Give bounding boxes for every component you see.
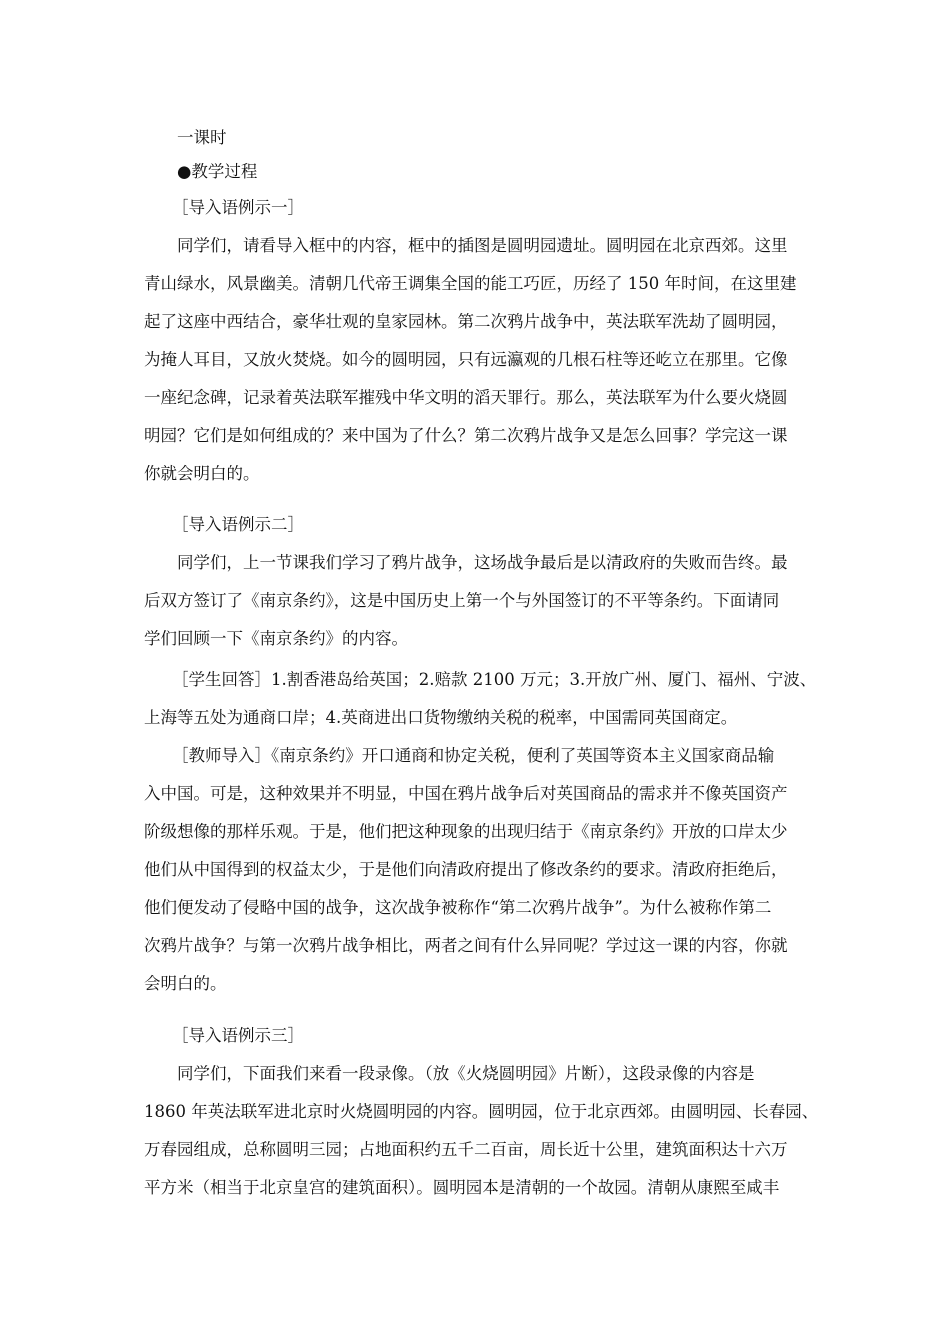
line-intro-example-1: ［导入语例示一］ xyxy=(172,198,304,217)
text-line: 他们便发动了侵略中国的战争，这次战争被称作“第二次鸦片战争”。为什么被称作第二 xyxy=(144,898,772,917)
text-line: 明园？它们是如何组成的？来中国为了什么？第二次鸦片战争又是怎么回事？学完这一课 xyxy=(144,426,788,445)
line-student-answer: ［学生回答］1.割香港岛给英国；2.赔款 2100 万元；3.开放广州、厦门、福州、宁波、 xyxy=(172,670,817,689)
text-line: 你就会明白的。 xyxy=(144,464,260,483)
text-line: 会明白的。 xyxy=(144,974,227,993)
text-line: 入中国。可是，这种效果并不明显，中国在鸦片战争后对英国商品的需求并不像英国资产 xyxy=(144,784,788,803)
text-line: 为掩人耳目，又放火焚烧。如今的圆明园，只有远瀛观的几根石柱等还屹立在那里。它像 xyxy=(144,350,788,369)
text-line: 万春园组成，总称圆明三园；占地面积约五千二百亩，周长近十公里，建筑面积达十六万 xyxy=(144,1140,788,1159)
text-line: 平方米（相当于北京皇宫的建筑面积）。圆明园本是清朝的一个故园。清朝从康熙至咸丰 xyxy=(144,1178,780,1197)
line-intro-example-2: ［导入语例示二］ xyxy=(172,515,304,534)
line-intro-example-3: ［导入语例示三］ xyxy=(172,1026,304,1045)
text-line: 1860 年英法联军进北京时火烧圆明园的内容。圆明园，位于北京西郊。由圆明园、长春园、 xyxy=(144,1102,819,1121)
text-line: 一座纪念碑，记录着英法联军摧残中华文明的滔天罪行。那么，英法联军为什么要火烧圆 xyxy=(144,388,788,407)
text-line: 青山绿水，风景幽美。清朝几代帝王调集全国的能工巧匠，历经了 150 年时间，在这里建 xyxy=(144,274,797,293)
line-teacher-intro: ［教师导入］《南京条约》开口通商和协定关税，便利了英国等资本主义国家商品输 xyxy=(172,746,775,765)
text-line: 学们回顾一下《南京条约》的内容。 xyxy=(144,629,408,648)
text-line: 上海等五处为通商口岸；4.英商进出口货物缴纳关税的税率，中国需同英国商定。 xyxy=(144,708,738,727)
text-line: 阶级想像的那样乐观。于是，他们把这种现象的出现归结于《南京条约》开放的口岸太少 xyxy=(144,822,788,841)
text-line: 他们从中国得到的权益太少，于是他们向清政府提出了修改条约的要求。清政府拒绝后， xyxy=(144,860,788,879)
text-line: 同学们，请看导入框中的内容，框中的插图是圆明园遗址。圆明园在北京西郊。这里 xyxy=(177,236,788,255)
text-line: 起了这座中西结合，豪华壮观的皇家园林。第二次鸦片战争中，英法联军洗劫了圆明园， xyxy=(144,312,788,331)
line-heading-process: ●教学过程 xyxy=(177,162,258,181)
line-lesson: 一课时 xyxy=(177,128,227,147)
text-line: 同学们，上一节课我们学习了鸦片战争，这场战争最后是以清政府的失败而告终。最 xyxy=(177,553,788,572)
text-line: 次鸦片战争？与第一次鸦片战争相比，两者之间有什么异同呢？学过这一课的内容，你就 xyxy=(144,936,788,955)
text-line: 后双方签订了《南京条约》，这是中国历史上第一个与外国签订的不平等条约。下面请同 xyxy=(144,591,780,610)
text-line: 同学们，下面我们来看一段录像。（放《火烧圆明园》片断），这段录像的内容是 xyxy=(177,1064,755,1083)
